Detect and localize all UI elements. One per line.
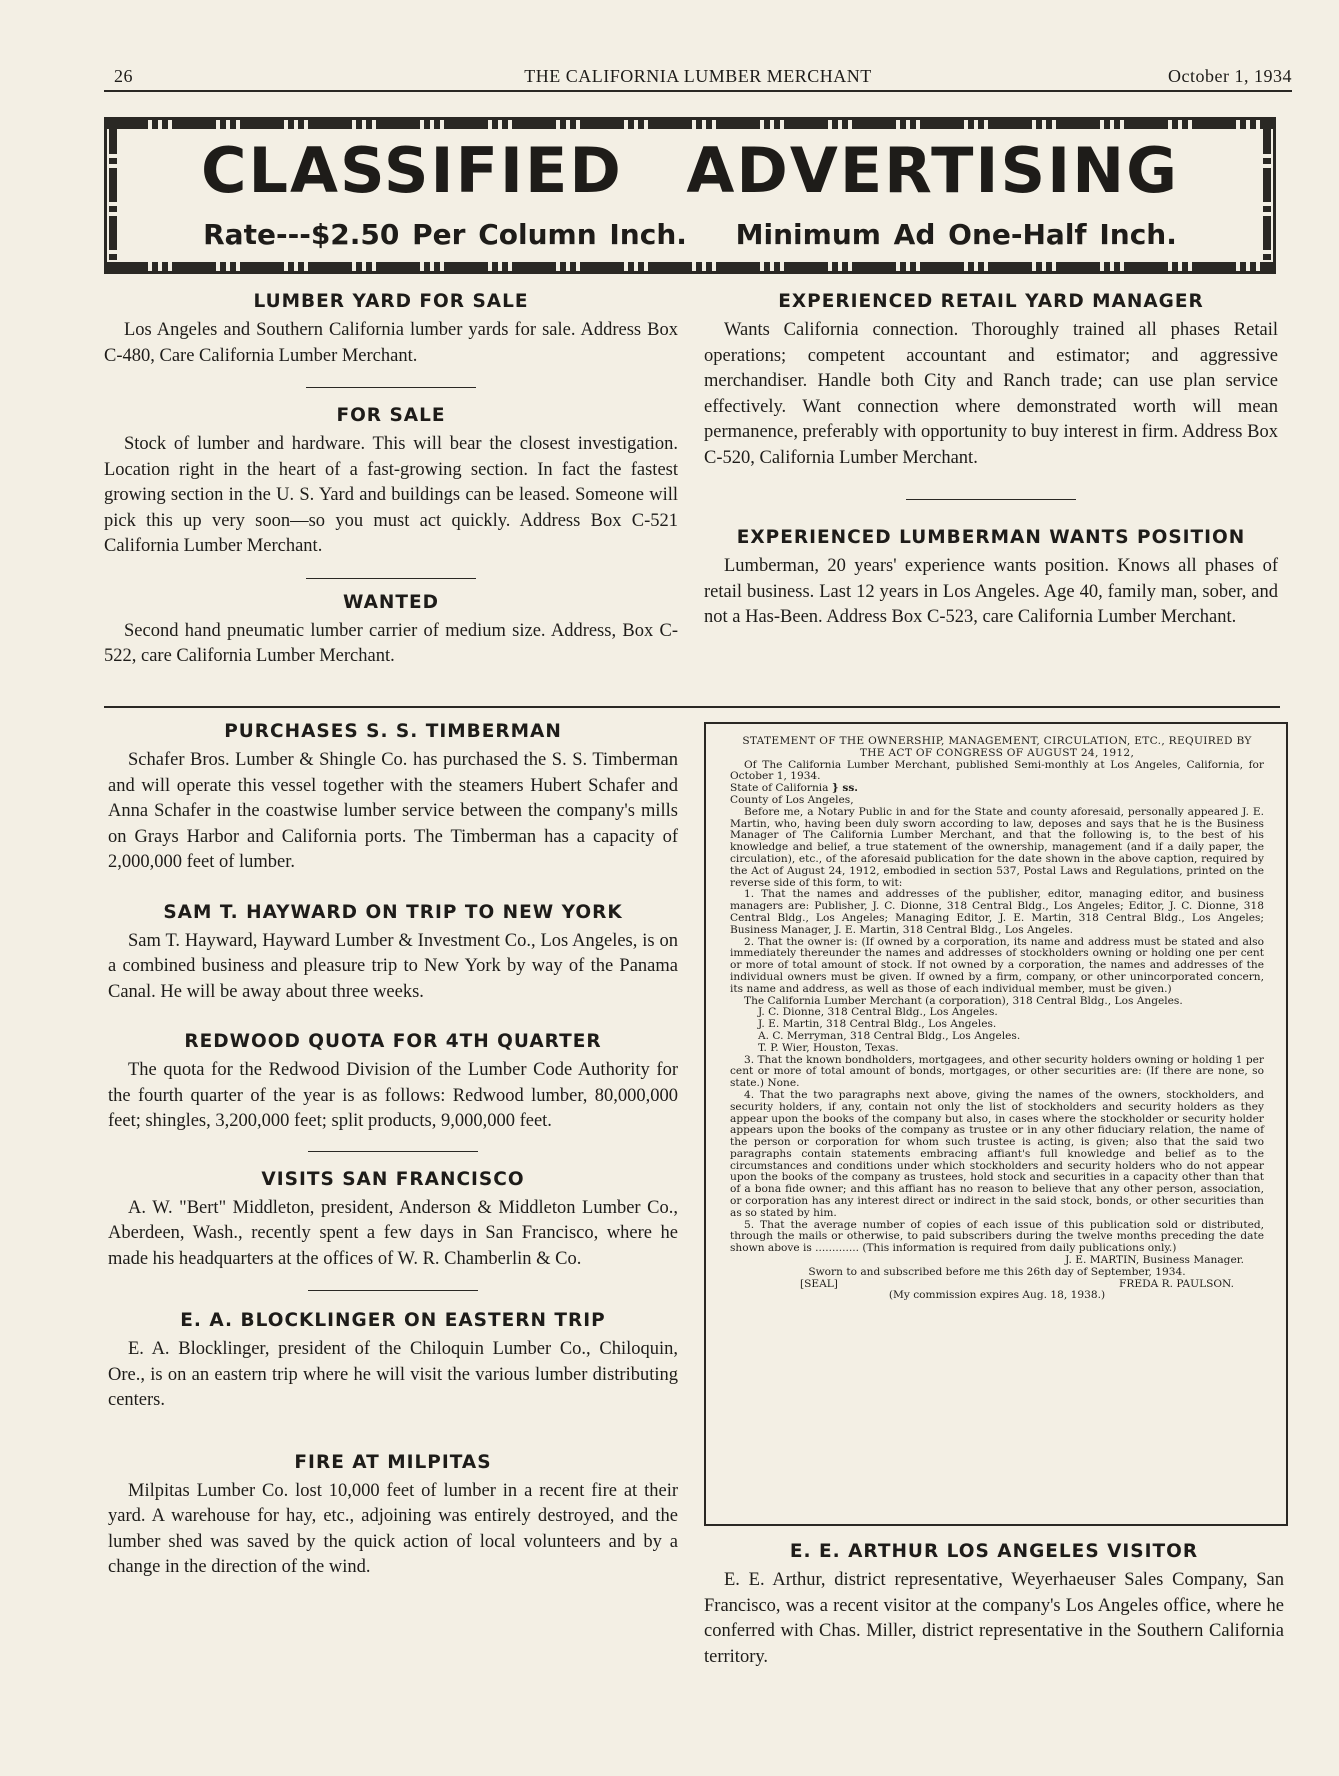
classified-banner (104, 117, 1276, 274)
news-left-column (108, 720, 678, 1581)
page-number: 26 (114, 66, 133, 86)
article-body: E. E. Arthur, district representative, Weyerhaeuser Sales Company, San Francisco, was a recent visitor at the company's Los Angeles office, where he conferred with Chas. Miller, district representative in the Southern California territory. (704, 1570, 1284, 1667)
banner-rate-line (107, 218, 1273, 251)
classified-ad (704, 526, 1278, 631)
statement-seal: [SEAL] (800, 1277, 838, 1290)
article-body: The quota for the Redwood Division of the Lumber Code Authority for the fourth quarter of the year is as follows: Redwood lumber, 80,000,000 feet; shingles, 3,200,000 feet; split products, 9,000,000 feet. (108, 1060, 678, 1131)
ad-heading: WANTED (343, 591, 439, 613)
statement-ss: } ss. (831, 782, 858, 795)
statement-before: Before me, a Notary Public in and for the State and county aforesaid, personally appeared J. E. Martin, who, having been duly sworn according to law, deposes and says that he is the Business Manager of The California Lumber Merchant, and that the following is, to the best of his knowledge and belief, a true statement of the ownership, management (and if a daily paper, the circulation), etc., of the aforesaid publication for the date shown in the above caption, required by the Act of August 24, 1912, embodied in section 537, Postal Laws and Regulations, printed on the reverse side of this form, to wit: (730, 805, 1264, 889)
article-body: A. W. "Bert" Middleton, president, Anderson & Middleton Lumber Co., Aberdeen, Wash., recently spent a few days in San Francisco, where he made his headquarters at the offices of W. R. Chamberlin & Co. (108, 1197, 678, 1269)
statement-owner: The California Lumber Merchant (a corporation), 318 Central Bldg., Los Angeles. (744, 994, 1183, 1007)
statement-p4: 4. That the two paragraphs next above, giving the names of the owners, stockholders, and security holders, if any, contain not only the list of stockholders and security holders as they appear upon the books of the company but also, in cases where the stockholder or security holder appears upon the books of the company as trustee or in any other fiduciary relation, the name of the person or corporation for whom such trustee is acting, is given; also that the said two paragraphs contain statements embracing affiant's full knowledge and belief as to the circumstances and conditions under which stockholders and security holders who do not appear upon the books of the company as trustees, hold stock and securities in a capacity other than that of a bona fide owner; and this affiant has no reason to believe that any other person, association, or corporation has any interest direct or indirect in the said stock, bonds, or other securities than as so stated by him. (730, 1088, 1264, 1219)
classified-ad (704, 290, 1278, 471)
news-article (108, 901, 678, 1006)
statement-county: County of Los Angeles, (730, 793, 854, 806)
article-heading: E. A. BLOCKLINGER ON EASTERN TRIP (180, 1310, 606, 1331)
banner-border-top (104, 117, 1276, 129)
ownership-statement-box (704, 722, 1288, 1526)
article-heading: FIRE AT MILPITAS (294, 1451, 492, 1473)
classified-left-column (104, 290, 678, 670)
article-heading: PURCHASES S. S. TIMBERMAN (224, 721, 562, 742)
news-article (108, 1309, 678, 1414)
news-article (108, 1168, 678, 1273)
statement-state: State of California (730, 782, 829, 795)
publication-title: THE CALIFORNIA LUMBER MERCHANT (524, 66, 872, 86)
page-header (104, 66, 1292, 90)
article-heading: SAM T. HAYWARD ON TRIP TO NEW YORK (163, 901, 623, 923)
article-body: Schafer Bros. Lumber & Shingle Co. has purchased the S. S. Timberman and will operate this vessel together with the steamers Hubert Schafer and Anna Schafer in the coastwise lumber service between the company's mills on Grays Harbor and California ports. The Timberman has a capacity of 2,000,000 feet of lumber. (108, 750, 678, 872)
statement-owner-2: J. E. Martin, 318 Central Bldg., Los Angeles. (758, 1018, 997, 1031)
statement-notary: FREDA R. PAULSON. (1119, 1277, 1234, 1290)
statement-owner-1: J. C. Dionne, 318 Central Bldg., Los Angeles. (758, 1006, 998, 1019)
statement-signature: J. E. MARTIN, Business Manager. (1065, 1254, 1244, 1267)
ad-heading: LUMBER YARD FOR SALE (253, 291, 529, 312)
statement-intro: Of The California Lumber Merchant, published Semi-monthly at Los Angeles, California, for October 1, 1934. (730, 758, 1264, 783)
banner-title: CLASSIFIED ADVERTISING (200, 134, 1179, 207)
ad-body: Los Angeles and Southern California lumber yards for sale. Address Box C-480, Care California Lumber Merchant. (104, 320, 678, 366)
statement-owner-4: T. P. Wier, Houston, Texas. (758, 1041, 899, 1054)
classified-right-column (704, 290, 1278, 631)
news-article (108, 1451, 678, 1581)
ad-heading: EXPERIENCED RETAIL YARD MANAGER (778, 291, 1204, 312)
statement-p2: 2. That the owner is: (If owned by a corporation, its name and address must be stated and also immediately thereunder the names and addresses of stockholders owning or holding one per cent or more of total amount of stock. If not owned by a corporation, the names and addresses of the individual owners must be given. If owned by a firm, company, or other unincorporated concern, its name and address, as well as those of each individual member, must be given.) (730, 935, 1264, 995)
statement-p3: 3. That the known bondholders, mortgagees, and other security holders owning or holding 1 per cent or more of total amount of bonds, mortgages, or other securities are: (If there are none, so state.) None. (730, 1053, 1264, 1090)
separator (906, 499, 1076, 500)
news-article (108, 720, 678, 876)
news-article (704, 1540, 1284, 1670)
banner-rate: Rate---$2.50 Per Column Inch. (203, 218, 687, 251)
statement-p5: 5. That the average number of copies of each issue of this publication sold or distributed, through the mails or otherwise, to paid subscribers during the twelve months preceding the date shown above is ............. (This information is required from daily publications only.) (730, 1218, 1264, 1255)
news-right-column (704, 1540, 1284, 1670)
ad-heading: FOR SALE (336, 405, 446, 426)
ad-heading: EXPERIENCED LUMBERMAN WANTS POSITION (736, 527, 1246, 548)
article-body: Sam T. Hayward, Hayward Lumber & Investment Co., Los Angeles, is on a combined business and pleasure trip to New York by way of the Panama Canal. He will be away about three weeks. (108, 930, 678, 1002)
statement-heading: STATEMENT OF THE OWNERSHIP, MANAGEMENT, CIRCULATION, ETC., REQUIRED BY THE ACT OF CONGRESS OF AUGUST 24, 1912, (742, 735, 1252, 759)
ad-body: Wants California connection. Thoroughly trained all phases Retail operations; competent accountant and estimator; and aggressive merchandiser. Handle both City and Ranch trade; can use plan service effectively. Want connection where demonstrated worth will mean permanence, preferably with opportunity to buy interest in firm. Address Box C-520, California Lumber Merchant. (704, 320, 1278, 468)
classified-ad (104, 404, 678, 560)
news-article (108, 1030, 678, 1135)
statement-owner-3: A. C. Merryman, 318 Central Bldg., Los Angeles. (758, 1029, 1021, 1042)
ad-body: Stock of lumber and hardware. This will bear the closest investigation. Location right in the heart of a fast-growing section. In fact the fastest growing section in the U. S. Yard and buildings can be leased. Someone will pick this up very soon—so you must act quickly. Address Box C-521 California Lumber Merchant. (104, 434, 678, 556)
separator (306, 387, 476, 388)
classified-ad (104, 591, 678, 670)
ad-body: Lumberman, 20 years' experience wants position. Knows all phases of retail business. Last 12 years in Los Angeles. Age 40, family man, sober, and not a Has-Been. Address Box C-523, care California Lumber Merchant. (704, 556, 1278, 627)
statement-commission: (My commission expires Aug. 18, 1938.) (888, 1289, 1106, 1302)
article-body: Milpitas Lumber Co. lost 10,000 feet of lumber in a recent fire at their yard. A warehouse for hay, etc., adjoining was entirely destroyed, and the lumber shed was saved by the quick action of local volunteers and by a change in the direction of the wind. (108, 1480, 678, 1577)
section-divider (104, 706, 1280, 708)
article-heading: VISITS SAN FRANCISCO (261, 1168, 525, 1190)
statement-sworn: Sworn to and subscribed before me this 26th day of September, 1934. (808, 1265, 1186, 1278)
issue-date: October 1, 1934 (1168, 66, 1292, 86)
banner-minimum: Minimum Ad One-Half Inch. (735, 218, 1177, 251)
ad-body: Second hand pneumatic lumber carrier of medium size. Address, Box C-522, care California Lumber Merchant. (104, 620, 678, 666)
article-heading: E. E. ARTHUR LOS ANGELES VISITOR (789, 1541, 1199, 1562)
header-rule (104, 90, 1292, 92)
statement-venue (730, 783, 1264, 807)
classified-ad (104, 290, 678, 369)
article-heading: REDWOOD QUOTA FOR 4TH QUARTER (184, 1031, 602, 1052)
article-body: E. A. Blocklinger, president of the Chiloquin Lumber Co., Chiloquin, Ore., is on an eastern trip where he will visit the various lumber distributing centers. (108, 1339, 678, 1410)
statement-p1: 1. That the names and addresses of the publisher, editor, managing editor, and business managers are: Publisher, J. C. Dionne, 318 Central Bldg., Los Angeles; Editor, J. C. Dionne, 318 Central Bldg., Los Angeles; Managing Editor, J. E. Martin, 318 Central Bldg., Los Angeles; Business Manager, J. E. Martin, 318 Central Bldg., Los Angeles. (730, 888, 1264, 936)
banner-border-bottom (104, 262, 1276, 274)
separator (308, 1151, 478, 1152)
separator (306, 578, 476, 579)
separator (308, 1290, 478, 1291)
